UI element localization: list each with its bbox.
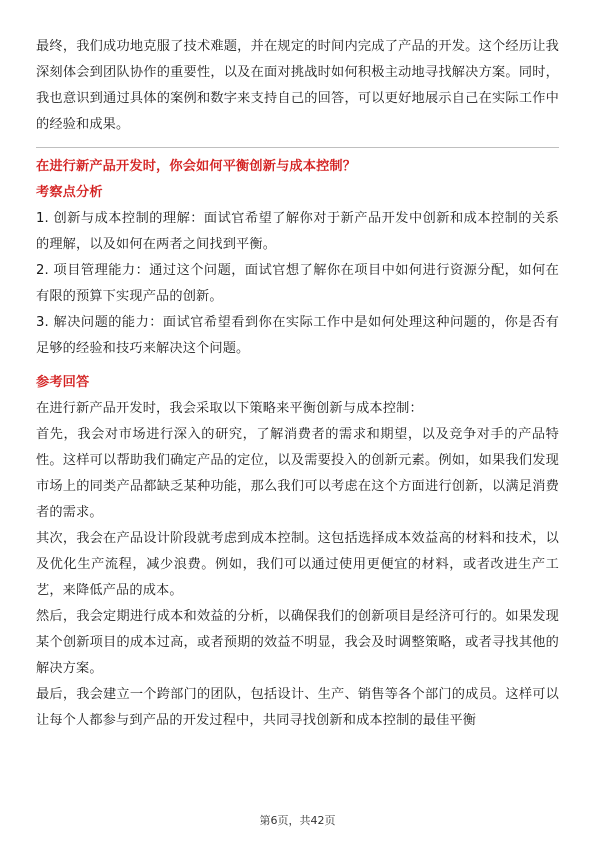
page-number: 第6页，共42页: [259, 814, 336, 827]
answer-paragraph: 然后，我会定期进行成本和效益的分析，以确保我们的创新项目是经济可行的。如果发现某个创新项目的成本过高，或者预期的效益不明显，我会及时调整策略，或者寻找其他的解决方案。: [36, 609, 559, 676]
answer-paragraph: 首先，我会对市场进行深入的研究，了解消费者的需求和期望，以及竞争对手的产品特性。这样可以帮助我们确定产品的定位，以及需要投入的创新元素。例如，如果我们发现市场上的同类产品都缺乏某种功能，那么我们可以考虑在这个方面进行创新，以满足消费者的需求。: [36, 427, 559, 520]
intro-paragraph: 最终，我们成功地克服了技术难题，并在规定的时间内完成了产品的开发。这个经历让我深刻体会到团队协作的重要性，以及在面对挑战时如何积极主动地寻找解决方案。同时，我也意识到通过具体的案例和数字来支持自己的回答，可以更好地展示自己在实际工作中的经验和成果。: [36, 39, 559, 132]
question-title: 在进行新产品开发时，你会如何平衡创新与成本控制？: [36, 159, 357, 174]
answer-heading: 参考回答: [36, 375, 90, 390]
section-divider: [36, 147, 559, 148]
analysis-item: 1. 创新与成本控制的理解：面试官希望了解你对于新产品开发中创新和成本控制的关系的理解，以及如何在两者之间找到平衡。: [36, 211, 559, 252]
analysis-heading: 考察点分析: [36, 185, 103, 200]
answer-paragraph: 其次，我会在产品设计阶段就考虑到成本控制。这包括选择成本效益高的材料和技术，以及优化生产流程，减少浪费。例如，我们可以通过使用更便宜的材料，或者改进生产工艺，来降低产品的成本。: [36, 531, 559, 598]
answer-paragraph: 在进行新产品开发时，我会采取以下策略来平衡创新与成本控制：: [36, 401, 423, 416]
page-content: [36, 34, 559, 734]
answer-paragraph: 最后，我会建立一个跨部门的团队，包括设计、生产、销售等各个部门的成员。这样可以让每个人都参与到产品的开发过程中，共同寻找创新和成本控制的最佳平衡: [36, 687, 559, 728]
analysis-item: 3. 解决问题的能力：面试官希望看到你在实际工作中是如何处理这种问题的，你是否有足够的经验和技巧来解决这个问题。: [36, 315, 559, 356]
analysis-item: 2. 项目管理能力：通过这个问题，面试官想了解你在项目中如何进行资源分配，如何在有限的预算下实现产品的创新。: [36, 263, 559, 304]
